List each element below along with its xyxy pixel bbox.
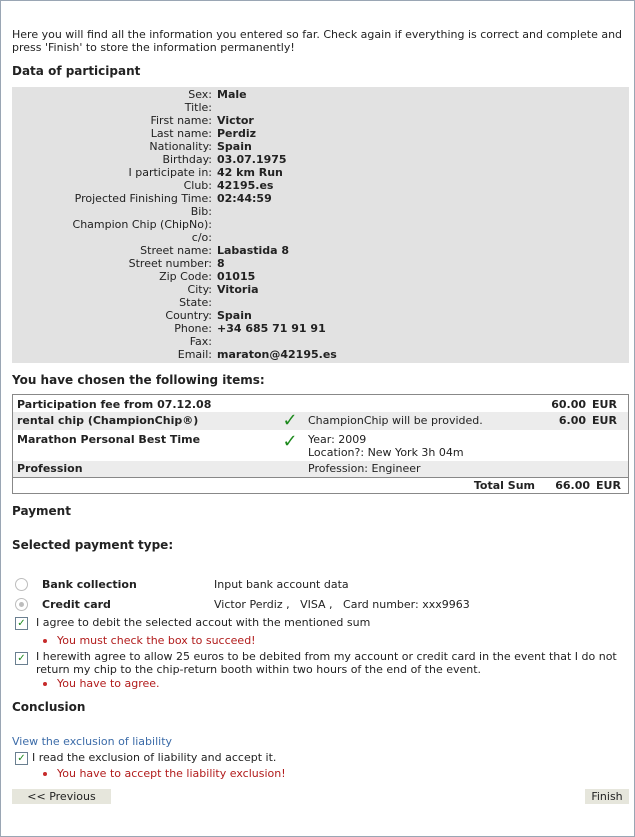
field-row — [12, 257, 629, 270]
item-desc-block — [308, 433, 541, 459]
table-row — [13, 461, 628, 477]
table-row — [13, 395, 628, 412]
field-label: Bib: — [190, 205, 212, 218]
checkmark-icon: ✓ — [282, 431, 298, 452]
field-row — [12, 140, 629, 153]
field-value: Vitoria — [217, 283, 259, 296]
field-row — [12, 153, 629, 166]
view-liability-link[interactable]: View the exclusion of liability — [12, 735, 173, 748]
field-value: 02:44:59 — [217, 192, 272, 205]
field-row — [12, 348, 629, 361]
field-value: Spain — [217, 309, 252, 322]
field-label: Sex: — [188, 88, 212, 101]
field-value: 03.07.1975 — [217, 153, 287, 166]
item-desc: Year: 2009 — [308, 433, 367, 446]
agree-debit-checkbox[interactable]: ✓ — [15, 617, 28, 630]
field-label: c/o: — [191, 231, 212, 244]
payment-option-info: Input bank account data — [214, 577, 349, 591]
error-text: You have to accept the liability exclusion! — [57, 767, 286, 780]
field-row — [12, 309, 629, 322]
field-label: Birthday: — [162, 153, 212, 166]
checkmark-icon: ✓ — [282, 410, 298, 431]
bullet-icon — [43, 772, 47, 776]
total-amount: 66.00 — [555, 479, 590, 492]
accept-liability-row — [12, 751, 629, 765]
liability-link-row — [12, 735, 629, 748]
field-row — [12, 179, 629, 192]
field-value: +34 685 71 91 91 — [217, 322, 326, 335]
total-currency: EUR — [596, 479, 621, 492]
field-label: Last name: — [150, 127, 212, 140]
field-label: Champion Chip (ChipNo): — [72, 218, 212, 231]
payment-options — [12, 574, 629, 614]
field-row — [12, 88, 629, 101]
field-value: maraton@42195.es — [217, 348, 337, 361]
item-amount: 6.00 — [558, 414, 586, 427]
agree-chip-error — [43, 677, 629, 690]
payment-option-info: Victor Perdiz , VISA , Card number: xxx9963 — [214, 597, 470, 611]
field-row — [12, 270, 629, 283]
field-label: Nationality: — [149, 140, 212, 153]
participant-data-panel — [12, 87, 629, 363]
accept-liability-checkbox[interactable]: ✓ — [15, 752, 28, 765]
error-text: You must check the box to succeed! — [57, 634, 256, 647]
item-currency: EUR — [592, 414, 617, 427]
agree-chip-label: I herewith agree to allow 25 euros to be debited from my account or credit card in the event that I do not return my chip to the chip-return booth within two hours of the end of the event. — [36, 650, 617, 676]
accept-liability-label: I read the exclusion of liability and accept it. — [32, 751, 277, 764]
payment-option-name: Credit card — [42, 597, 111, 611]
items-heading: You have chosen the following items: — [12, 373, 265, 387]
field-label: Projected Finishing Time: — [74, 192, 212, 205]
field-value: 8 — [217, 257, 225, 270]
item-name: Profession — [17, 462, 83, 475]
field-row — [12, 218, 629, 231]
bullet-icon — [43, 639, 47, 643]
payment-option-name: Bank collection — [42, 577, 137, 591]
content — [12, 23, 629, 780]
credit-card-radio[interactable] — [15, 598, 28, 611]
agree-chip-checkbox[interactable]: ✓ — [15, 652, 28, 665]
field-row — [12, 166, 629, 179]
field-value: 01015 — [217, 270, 256, 283]
field-label: City: — [187, 283, 212, 296]
total-row — [13, 477, 628, 493]
error-text: You have to agree. — [57, 677, 160, 690]
item-amount: 60.00 — [551, 398, 586, 411]
field-row — [12, 322, 629, 335]
previous-button[interactable]: << Previous — [12, 789, 111, 804]
field-label: Phone: — [174, 322, 212, 335]
item-currency: EUR — [592, 398, 617, 411]
field-value: Victor — [217, 114, 254, 127]
field-row — [12, 335, 629, 348]
payment-type-heading: Selected payment type: — [12, 538, 174, 552]
conclusion-heading: Conclusion — [12, 700, 86, 714]
participant-heading: Data of participant — [12, 64, 141, 78]
item-desc: Profession: Engineer — [308, 462, 421, 475]
intro-text: Here you will find all the information you entered so far. Check again if everything is correct and complete and press 'Finish' to store the information permanently! — [12, 28, 623, 54]
field-row — [12, 296, 629, 309]
field-row — [12, 127, 629, 140]
item-name: rental chip (ChampionChip®) — [17, 414, 199, 427]
field-value: 42195.es — [217, 179, 274, 192]
agree-debit-label: I agree to debit the selected accout with the mentioned sum — [36, 616, 371, 629]
payment-option-bank[interactable] — [12, 574, 629, 594]
bank-collection-radio[interactable] — [15, 578, 28, 591]
agree-debit-error — [43, 634, 629, 647]
field-value: 42 km Run — [217, 166, 283, 179]
field-label: Street number: — [128, 257, 212, 270]
item-desc-2: Location?: New York 3h 04m — [308, 446, 464, 459]
field-row — [12, 192, 629, 205]
nav-bar — [12, 789, 629, 805]
field-label: Street name: — [140, 244, 212, 257]
field-label: Country: — [165, 309, 212, 322]
item-desc: ChampionChip will be provided. — [308, 414, 483, 427]
field-value: Labastida 8 — [217, 244, 290, 257]
accept-liability-error — [43, 767, 629, 780]
field-row — [12, 114, 629, 127]
field-label: Fax: — [189, 335, 212, 348]
payment-heading: Payment — [12, 504, 71, 518]
total-label: Total Sum — [473, 479, 535, 492]
bullet-icon — [43, 682, 47, 686]
field-row — [12, 205, 629, 218]
table-row — [13, 430, 628, 461]
field-label: I participate in: — [128, 166, 212, 179]
field-row — [12, 101, 629, 114]
field-row — [12, 283, 629, 296]
item-name: Marathon Personal Best Time — [17, 433, 201, 446]
field-value: Male — [217, 88, 247, 101]
finish-button[interactable]: Finish — [585, 789, 629, 804]
item-name: Participation fee from 07.12.08 — [17, 398, 212, 411]
field-label: State: — [179, 296, 212, 309]
table-row — [13, 412, 628, 430]
field-row — [12, 231, 629, 244]
field-label: Email: — [177, 348, 212, 361]
field-row — [12, 244, 629, 257]
field-label: Zip Code: — [159, 270, 212, 283]
payment-option-credit-card[interactable] — [12, 594, 629, 614]
field-value: Spain — [217, 140, 252, 153]
field-label: Club: — [183, 179, 212, 192]
field-value: Perdiz — [217, 127, 256, 140]
items-table — [12, 394, 629, 494]
agree-chip-row — [12, 650, 629, 676]
field-label: First name: — [150, 114, 212, 127]
field-label: Title: — [184, 101, 212, 114]
agree-debit-row — [12, 616, 629, 630]
